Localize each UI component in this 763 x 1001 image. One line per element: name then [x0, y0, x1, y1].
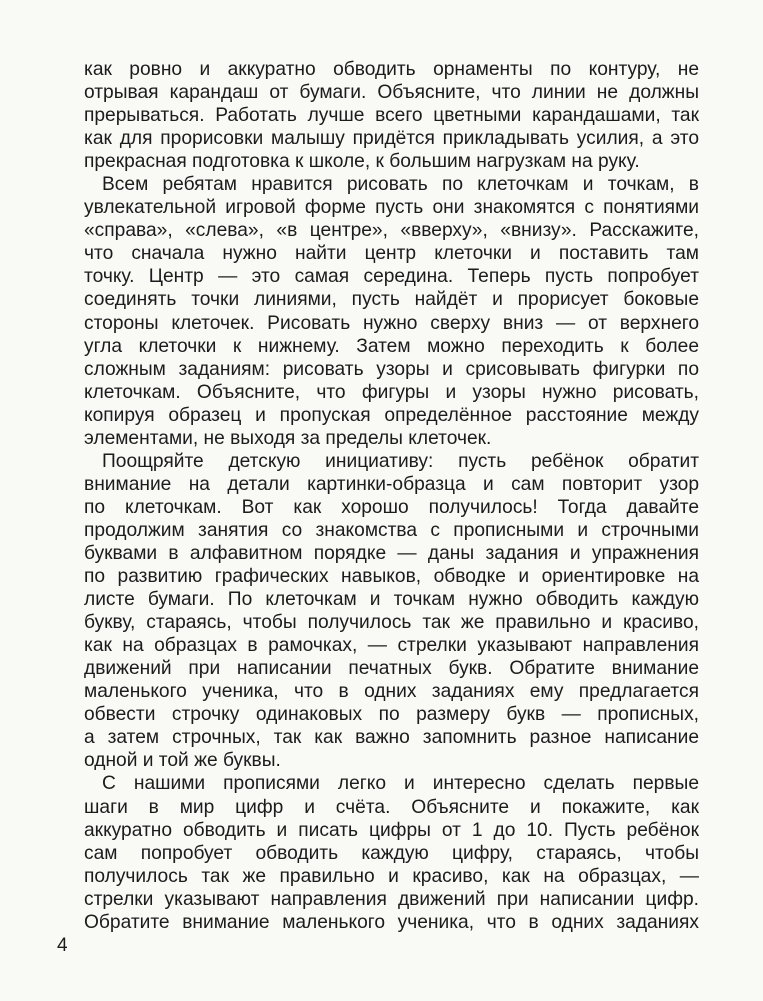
text-line: буквами в алфавитном порядке — даны задания и упражнения [84, 542, 699, 564]
text-line: отрывая карандаш от бумаги. Объясните, что линии не должны [84, 82, 699, 104]
text-line: аккуратно обводить и писать цифры от 1 до 10. Пусть ребёнок [84, 819, 699, 841]
text-line: угла клеточки к нижнему. Затем можно переходить к более [84, 335, 699, 357]
text-line: как ровно и аккуратно обводить орнаменты по контуру, не [84, 59, 699, 80]
text-line: внимание на детали картинки-образца и сам повторит узор [84, 473, 699, 495]
text-line: увлекательной игровой форме пусть они знакомятся с понятиями [84, 197, 699, 219]
text-line: как на образцах в рамочках, — стрелки указывают направления [84, 635, 699, 657]
text-line: листе бумаги. По клеточкам и точкам нужно обводить каждую [84, 589, 699, 611]
text-line: прекрасная подготовка к школе, к большим нагрузкам на руку. [84, 151, 640, 173]
paragraph [84, 173, 699, 450]
text-line: «справа», «слева», «в центре», «вверху», «внизу». Расскажите, [84, 220, 699, 242]
text-line: элементами, не выходя за пределы клеточек. [84, 427, 492, 449]
text-line: по развитию графических навыков, обводке и ориентировке на [84, 566, 699, 588]
text-line: сложным заданиям: рисовать узоры и срисовывать фигурки по [84, 358, 699, 380]
text-line: точку. Центр — это самая середина. Теперь пусть попробует [84, 266, 699, 288]
text-line: стороны клеточек. Рисовать нужно сверху вниз — от верхнего [84, 312, 699, 334]
text-line: как для прорисовки малышу придётся прикладывать усилия, а это [84, 128, 699, 150]
text-line: стрелки указывают направления движений при написании цифр. [84, 888, 699, 910]
text-line: продолжим занятия со знакомства с прописными и строчными [84, 519, 699, 541]
text-line: Обратите внимание маленького ученика, что в одних заданиях [84, 911, 699, 933]
paragraph [84, 450, 699, 773]
text-line: букву, стараясь, чтобы получилось так же правильно и красиво, [84, 612, 699, 634]
text-line: Всем ребятам нравится рисовать по клеточкам и точкам, в [102, 174, 699, 196]
page-number: 4 [57, 935, 68, 956]
text-line: прерываться. Работать лучше всего цветными карандашами, так [84, 105, 699, 127]
text-line: получилось так же правильно и красиво, как на образцах, — [84, 865, 699, 887]
text-line: маленького ученика, что в одних заданиях ему предлагается [84, 681, 699, 703]
text-line: клеточкам. Объясните, что фигуры и узоры нужно рисовать, [84, 381, 699, 403]
text-line: обвести строчку одинаковых по размеру букв — прописных, [84, 704, 699, 726]
text-line: по клеточкам. Вот как хорошо получилось! Тогда давайте [84, 496, 699, 518]
text-line: а затем строчных, так как важно запомнить разное написание [84, 727, 699, 749]
text-line: одной и той же буквы. [84, 750, 281, 772]
text-line: копируя образец и пропуская определённое расстояние между [84, 404, 699, 426]
body-text [84, 58, 699, 934]
text-line: сам попробует обводить каждую цифру, стараясь, чтобы [84, 842, 699, 864]
paragraph [84, 58, 699, 173]
text-line: шаги в мир цифр и счёта. Объясните и покажите, как [84, 796, 699, 818]
text-line: С нашими прописями легко и интересно сделать первые [102, 773, 699, 795]
text-line: соединять точки линиями, пусть найдёт и прорисует боковые [84, 289, 699, 311]
text-line: движений при написании печатных букв. Обратите внимание [84, 658, 699, 680]
text-line: Поощряйте детскую инициативу: пусть ребёнок обратит [102, 450, 699, 472]
paragraph [84, 772, 699, 933]
text-line: что сначала нужно найти центр клеточки и поставить там [84, 243, 699, 265]
